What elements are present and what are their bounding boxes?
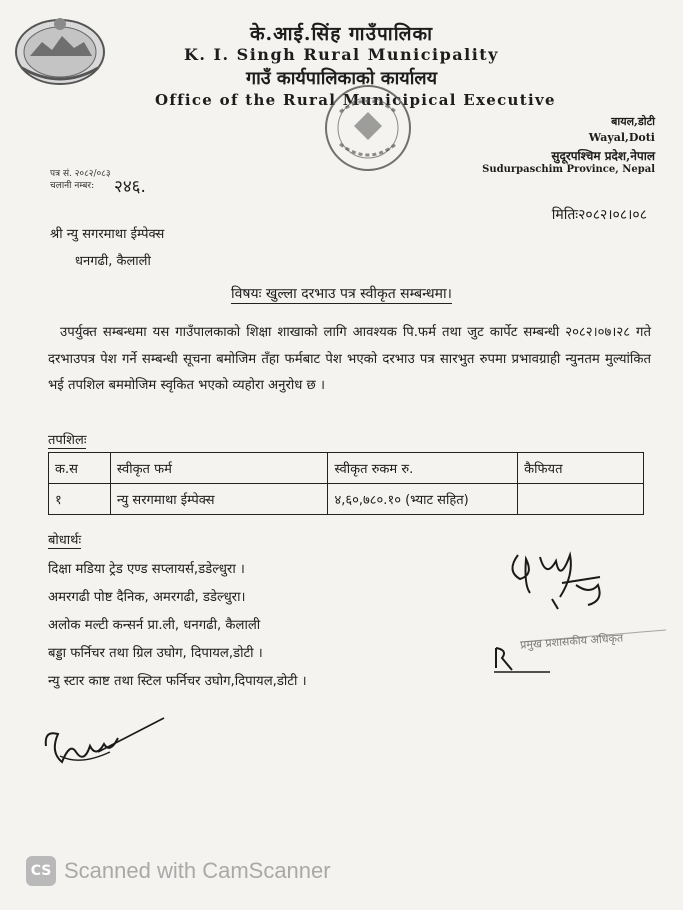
address-en: Wayal,Doti — [588, 131, 655, 144]
body-paragraph: उपर्युक्त सम्बन्धमा यस गाउँपालकाको शिक्षा शाखाको लागि आवश्यक पि.फर्म तथा जुट कार्पेट सम्बन्धी २०८२।०७।२८ गते दरभाउपत्र पेश गर्ने सम्बन्धी सूचना बमोजिम तँहा फर्मबाट पेश भएको दरभाउ पत्र सारभुत रुपमा प्रभावग्राही न्युनतम मुल्यांकित भई तपशिल बममोजिम स्वृकित भएको व्यहोरा अनुरोध छ । — [48, 325, 651, 393]
cc-list — [48, 556, 307, 696]
dispatch-number: २४६. — [114, 177, 146, 197]
letter-date: मितिः२०८२।०८।०८ — [551, 207, 647, 223]
subject-line — [0, 284, 683, 303]
office-name-en: Office of the Rural Municipical Executive — [155, 91, 556, 109]
subject-text: विषयः खुल्ला दरभाउ पत्र स्वीकृत सम्बन्धमा। — [231, 286, 452, 302]
cell-firm: न्यु सरगमाथा ईम्पेक्स — [110, 484, 328, 515]
header-serial: क.स — [49, 453, 111, 484]
designation-stamp — [490, 614, 670, 674]
details-label: तपशिलः — [48, 430, 86, 449]
cell-remarks — [518, 484, 644, 515]
cell-serial: १ — [49, 484, 111, 515]
municipality-name-en: K. I. Singh Rural Municipality — [184, 45, 499, 64]
list-item: अलोक मल्टी कन्सर्न प्रा.ली, धनगढी, कैलाली — [48, 618, 261, 633]
header-firm: स्वीकृत फर्म — [110, 453, 328, 484]
province-np: सुदूरपश्चिम प्रदेश,नेपाल — [551, 149, 655, 163]
scanner-watermark — [26, 854, 331, 888]
recipient-name: श्री न्यु सगरमाथा ईम्पेक्स — [50, 227, 165, 242]
dispatch-label: चलानी नम्बर: — [50, 181, 95, 191]
watermark-text: Scanned with CamScanner — [64, 858, 331, 883]
recipient-address: धनगढी, कैलाली — [75, 254, 151, 269]
camscanner-logo-icon: CS — [26, 856, 56, 886]
table-row — [49, 484, 644, 515]
cc-label: बोधार्थः — [48, 530, 81, 549]
header-amount: स्वीकृत रुकम रु. — [328, 453, 518, 484]
table-header-row — [49, 453, 644, 484]
office-name-np: गाउँ कार्यपालिकाको कार्यालय — [245, 68, 438, 89]
header-remarks: कैफियत — [518, 453, 644, 484]
officer-signature-icon — [500, 535, 620, 615]
list-item: बड्डा फर्निचर तथा ग्रिल उघोग, दिपायल,डोटी । — [48, 646, 263, 661]
secondary-signature-icon — [40, 712, 170, 772]
approval-table — [48, 452, 644, 515]
letter-reference: पत्र सं. २०८२/०८३ — [50, 169, 111, 179]
municipality-name-np: के.आई.सिंह गाउँपालिका — [249, 23, 434, 45]
list-item: दिक्षा मडिया ट्रेड एण्ड सप्लायर्स,डडेल्धुरा । — [48, 562, 245, 577]
office-stamp-icon — [318, 82, 418, 174]
province-en: Sudurpaschim Province, Nepal — [482, 164, 655, 175]
list-item: अमरगढी पोष्ट दैनिक, अमरगढी, डडेल्धुरा। — [48, 590, 246, 605]
cell-amount: ४,६०,७८०.१० (भ्याट सहित) — [328, 484, 518, 515]
stamp-text: प्रमुख प्रशासकीय अधिकृत — [519, 631, 624, 652]
address-np: बायल,डोटी — [611, 115, 655, 128]
list-item: न्यु स्टार काष्ट तथा स्टिल फर्निचर उघोग,दिपायल,डोटी । — [48, 674, 307, 689]
